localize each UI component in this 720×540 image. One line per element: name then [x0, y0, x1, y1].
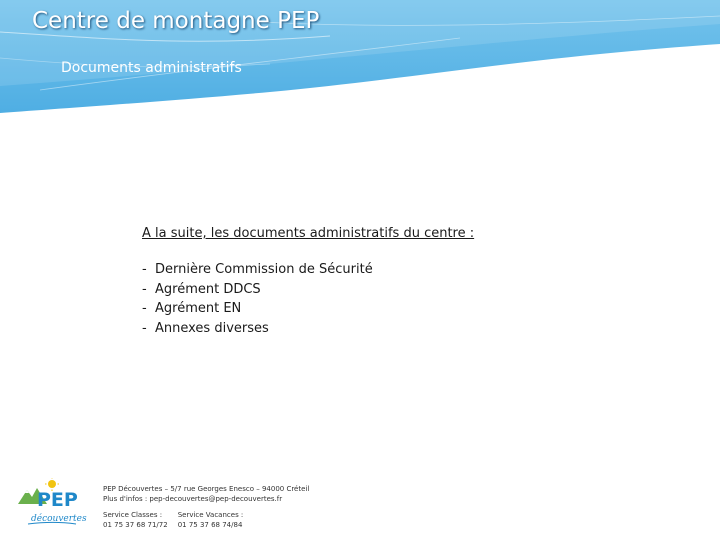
- list-item-label: Dernière Commission de Sécurité: [155, 262, 373, 277]
- list-item: [142, 319, 474, 339]
- bullet-dash: -: [142, 262, 147, 277]
- contact-name: Service Vacances :: [177, 511, 244, 519]
- footer-address: PEP Découvertes – 5/7 rue Georges Enesco – 94000 Créteil: [103, 485, 310, 493]
- bullet-dash: -: [142, 320, 147, 336]
- list-item-label: Agrément DDCS: [155, 281, 261, 297]
- list-item-label: Annexes diverses: [155, 320, 269, 336]
- logo-brand: PEP: [37, 489, 78, 511]
- list-item-label: Agrément EN: [155, 301, 242, 316]
- contact-phone: 01 75 37 68 71/72: [103, 520, 168, 529]
- pep-logo: [16, 478, 88, 526]
- list-item: [142, 280, 474, 300]
- list-item: [142, 299, 474, 319]
- pep-logo-icon: [16, 478, 88, 526]
- document-list: [142, 260, 474, 338]
- contact-phone: 01 75 37 68 74/84: [177, 520, 243, 529]
- footer-info: Plus d'infos : pep-decouvertes@pep-decouvertes.fr: [103, 494, 283, 503]
- footer: [103, 485, 309, 530]
- main-content: [142, 226, 474, 338]
- contact-classes: [103, 511, 168, 530]
- bullet-dash: -: [142, 301, 147, 316]
- intro-text: A la suite, les documents administratifs du centre :: [142, 226, 475, 241]
- contact-name: Service Classes :: [103, 511, 163, 519]
- page-title: Centre de montagne PEP: [32, 8, 320, 34]
- list-item: [142, 260, 474, 280]
- contact-vacances: [178, 511, 244, 530]
- header-banner: [0, 0, 720, 115]
- logo-tagline: découvertes: [31, 514, 87, 524]
- footer-contacts: [103, 511, 309, 530]
- page-subtitle: Documents administratifs: [61, 60, 242, 76]
- bullet-dash: -: [142, 281, 147, 297]
